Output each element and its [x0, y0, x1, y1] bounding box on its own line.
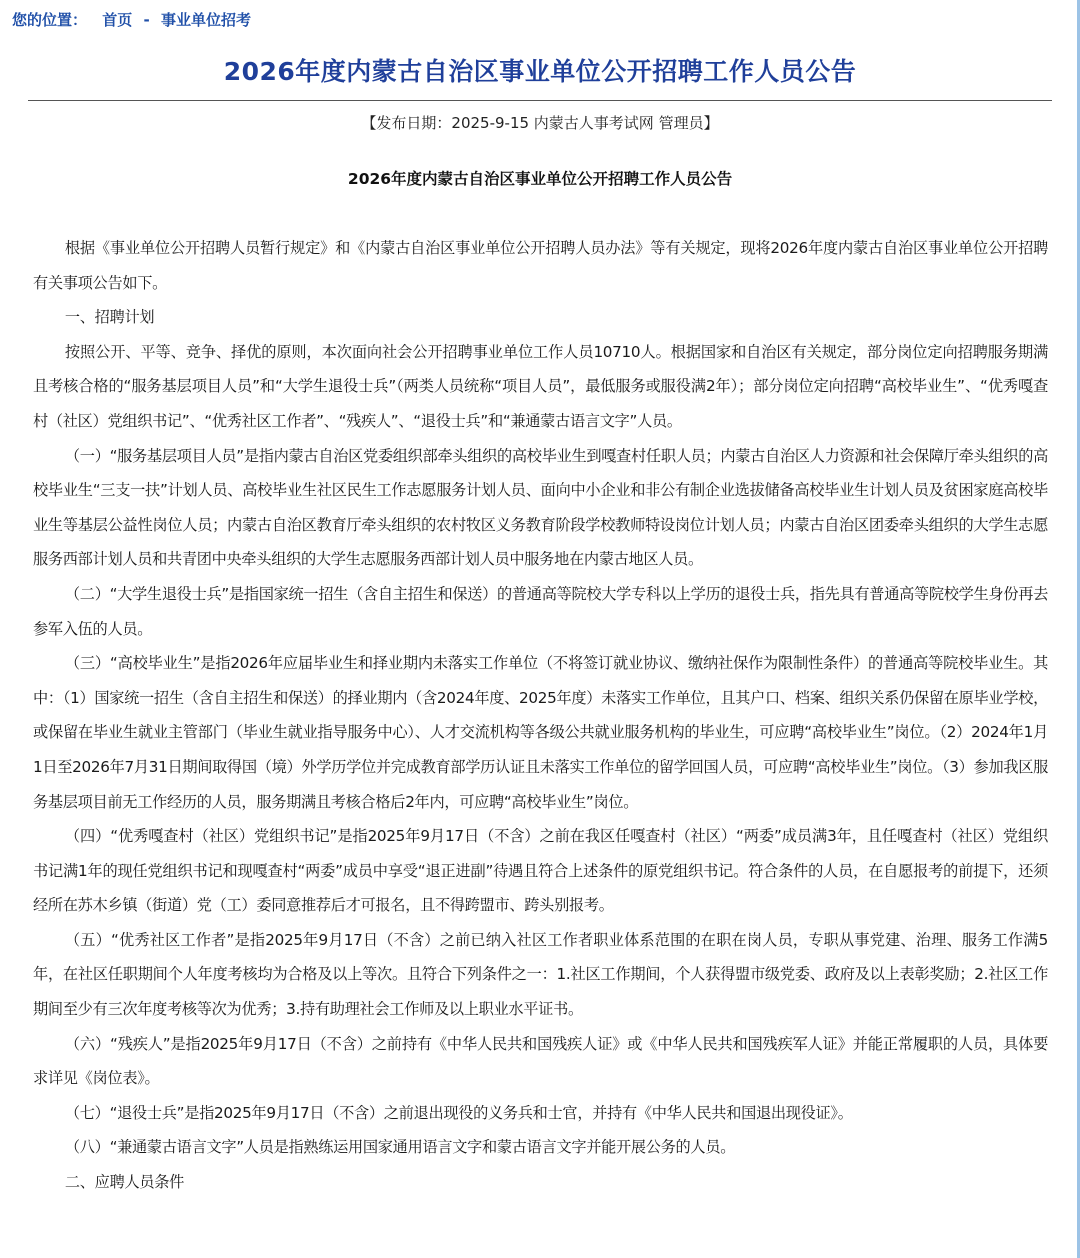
- article-title: 2026年度内蒙古自治区事业单位公开招聘工作人员公告: [223, 57, 857, 86]
- article-body: [33, 231, 1048, 1200]
- breadcrumb-separator: -: [143, 11, 150, 29]
- article-subtitle: 2026年度内蒙古自治区事业单位公开招聘工作人员公告: [347, 170, 733, 188]
- paragraph-plan: 按照公开、平等、竞争、择优的原则，本次面向社会公开招聘事业单位工作人员10710人。根据国家和自治区有关规定，部分岗位定向招聘服务期满且考核合格的“服务基层项目人员”和“大学生退役士兵”（两类人员统称“项目人员”，最低服务或服役满2年）；部分岗位定向招聘“高校毕业生”、“优秀嘎查村（社区）党组织书记”、“优秀社区工作者”、“残疾人”、“退役士兵”和“兼通蒙古语言文字”人员。: [33, 342, 1048, 430]
- paragraph-intro: 根据《事业单位公开招聘人员暂行规定》和《内蒙古自治区事业单位公开招聘人员办法》等有关规定，现将2026年度内蒙古自治区事业单位公开招聘有关事项公告如下。: [33, 239, 1048, 292]
- paragraph-item-2: （二）“大学生退役士兵”是指国家统一招生（含自主招生和保送）的普通高等院校大学专科以上学历的退役士兵，指先具有普通高等院校学生身份再去参军入伍的人员。: [33, 584, 1048, 638]
- breadcrumb-link-recruitment[interactable]: 事业单位招考: [160, 11, 251, 29]
- section-heading-plan: 一、招聘计划: [64, 308, 155, 327]
- breadcrumb-label: 您的位置：: [12, 11, 88, 29]
- breadcrumb: [12, 9, 251, 30]
- paragraph-item-7: （七）“退役士兵”是指2025年9月17日（不含）之前退出现役的义务兵和士官，并持有《中华人民共和国退出现役证》。: [64, 1103, 853, 1122]
- paragraph-item-6: （六）“残疾人”是指2025年9月17日（不含）之前持有《中华人民共和国残疾人证》或《中华人民共和国残疾军人证》并能正常履职的人员，具体要求详见《岗位表》。: [33, 1034, 1048, 1088]
- paragraph-item-5: （五）“优秀社区工作者”是指2025年9月17日（不含）之前已纳入社区工作者职业体系范围的在职在岗人员，专职从事党建、治理、服务工作满5年，在社区任职期间个人年度考核均为合格及以上等次。且符合下列条件之一：1.社区工作期间，个人获得盟市级党委、政府及以上表彰奖励；2.社区工作期间至少有三次年度考核等次为优秀；3.持有助理社会工作师及以上职业水平证书。: [33, 930, 1048, 1019]
- breadcrumb-link-home[interactable]: 首页: [102, 11, 133, 29]
- paragraph-item-3: （三）“高校毕业生”是指2026年应届毕业生和择业期内未落实工作单位（不将签订就业协议、缴纳社保作为限制性条件）的普通高等院校毕业生。其中：（1）国家统一招生（含自主招生和保送）的择业期内（含2024年度、2025年度）未落实工作单位，且其户口、档案、组织关系仍保留在原毕业学校，或保留在毕业生就业主管部门（毕业生就业指导服务中心）、人才交流机构等各级公共就业服务机构的毕业生，可应聘“高校毕业生”岗位。（2）2024年1月1日至2026年7月31日期间取得国（境）外学历学位并完成教育部学历认证且未落实工作单位的留学回国人员，可应聘“高校毕业生”岗位。（3）参加我区服务基层项目前无工作经历的人员，服务期满且考核合格后2年内，可应聘“高校毕业生”岗位。: [33, 654, 1048, 811]
- paragraph-item-8: （八）“兼通蒙古语言文字”人员是指熟练运用国家通用语言文字和蒙古语言文字并能开展公务的人员。: [64, 1138, 736, 1157]
- paragraph-item-4: （四）“优秀嘎查村（社区）党组织书记”是指2025年9月17日（不含）之前在我区任嘎查村（社区）“两委”成员满3年，且任嘎查村（社区）党组织书记满1年的现任党组织书记和现嘎查村“两委”成员中享受“退正进副”待遇且符合上述条件的原党组织书记。符合条件的人员，在自愿报考的前提下，还须经所在苏木乡镇（街道）党（工）委同意推荐后才可报名，且不得跨盟市、跨头别报考。: [33, 827, 1048, 915]
- title-divider: [28, 100, 1052, 101]
- paragraph-item-1: （一）“服务基层项目人员”是指内蒙古自治区党委组织部牵头组织的高校毕业生到嘎查村任职人员；内蒙古自治区人力资源和社会保障厅牵头组织的高校毕业生“三支一扶”计划人员、高校毕业生社区民生工作志愿服务计划人员、面向中小企业和非公有制企业选拔储备高校毕业生计划人员及贫困家庭高校毕业生等基层公益性岗位人员；内蒙古自治区教育厅牵头组织的农村牧区义务教育阶段学校教师特设岗位计划人员；内蒙古自治区团委牵头组织的大学生志愿服务西部计划人员和共青团中央牵头组织的大学生志愿服务西部计划人员中服务地在内蒙古地区人员。: [33, 446, 1048, 569]
- publish-info: 【发布日期：2025-9-15 内蒙古人事考试网 管理员】: [361, 114, 719, 132]
- section-heading-conditions: 二、应聘人员条件: [64, 1173, 185, 1192]
